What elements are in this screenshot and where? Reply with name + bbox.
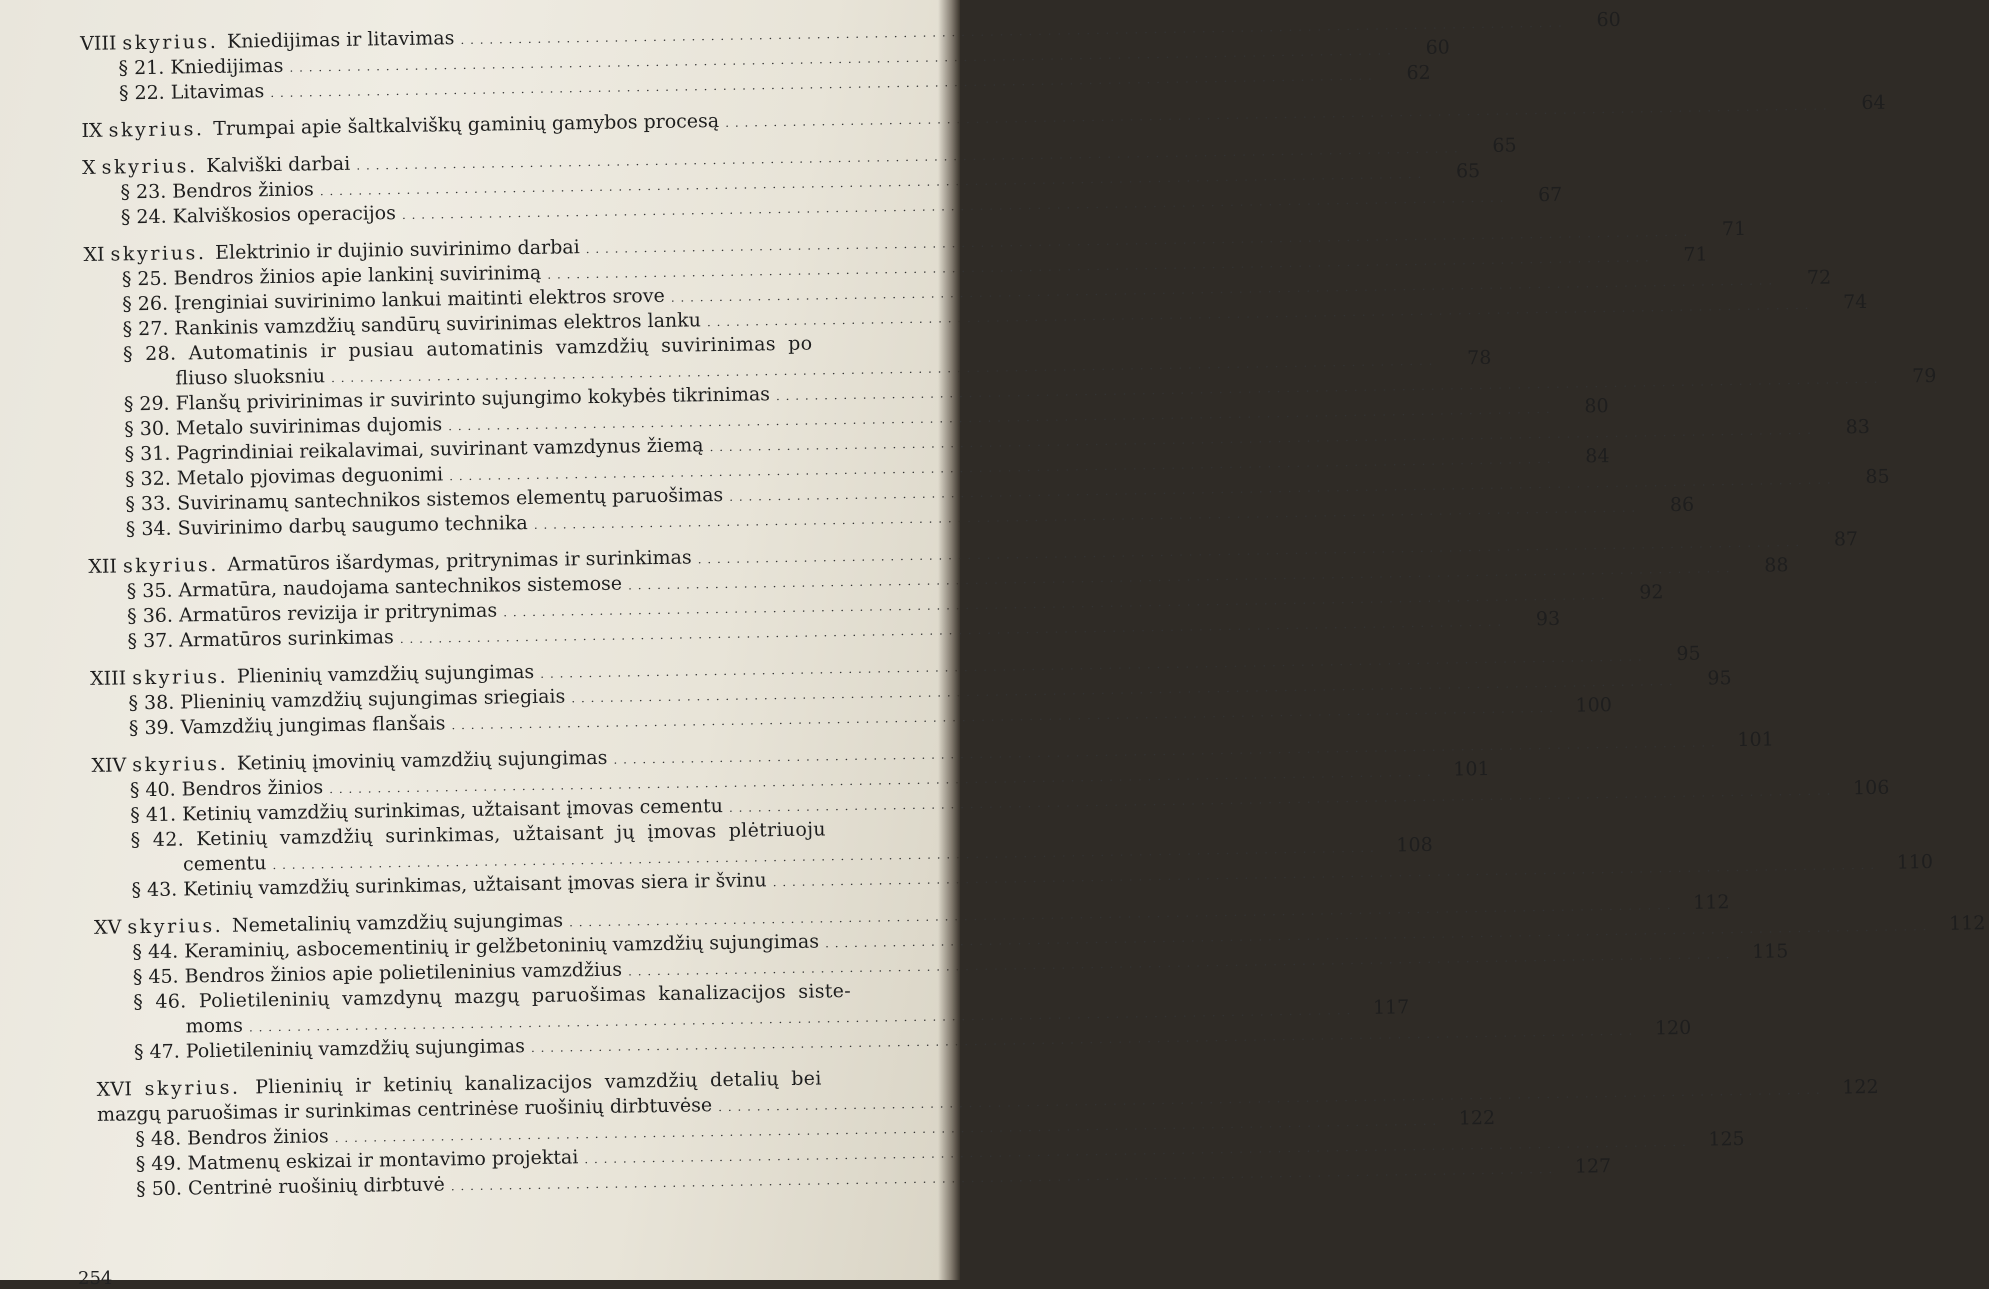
toc-entry-title-text: Kniedijimas [170,54,284,79]
toc-entry-title-text: Centrinė ruošinių dirbtuvė [187,1173,445,1200]
toc-entry-title [119,79,265,106]
toc-page-number: 62 [1406,61,1431,85]
toc-entry-title-text: Metalo pjovimas deguonimi [176,463,444,490]
toc-entry-number: XV [93,916,128,939]
book-spine-shadow [938,0,960,1280]
toc-page-number: 101 [1453,757,1490,781]
toc-entry-title-text: Metalo suvirinimas dujomis [175,413,443,440]
skyrius-word: skyrius. [108,117,214,142]
toc-entry-title [126,511,528,542]
toc-entry-title-text: Ketinių vamzdžių surinkimas, užtaisant įmovas cementu [181,794,724,826]
toc-page-number: 86 [1669,493,1695,517]
toc-page-number: 112 [1693,891,1730,914]
toc-entry-title-text: Automatinis ir pusiau automatinis vamzdžių suvirinimas po [188,332,813,365]
toc-entry-number: § 43. [131,878,184,902]
toc-page-number: 115 [1751,940,1789,963]
toc-entry-number: § 38. [128,691,181,715]
toc-entry-title-text: Bendros žinios [181,776,324,801]
toc-entry-number: § 42. [130,828,197,852]
toc-entry-number: XII [88,555,124,578]
toc-entry-title-text: Armatūra, naudojama santechnikos sistemose [178,572,623,602]
toc-entry-title-text: Įrenginiai suvirinimo lankui maitinti elektros srove [173,284,665,315]
toc-entry-title [134,1034,525,1065]
toc-entry-title-text: Armatūros išardymas, pritrynimas ir surinkimas [227,546,692,576]
toc-entry-number: XIV [91,754,133,777]
toc-page-number: 60 [1596,8,1621,32]
toc-entry-number: § 32. [124,467,177,491]
toc-entry-continuation-text: cementu [182,852,267,876]
toc-entry-title-text: Plieninių vamzdžių sujungimas sriegiais [180,685,566,714]
toc-entry-number: VIII [80,32,123,55]
toc-entry-title-text: Plieninių ir ketinių kanalizacijos vamzdžių detalių bei [255,1067,822,1099]
toc-page-number: 65 [1455,160,1481,183]
toc-entry-number: XI [83,243,111,266]
toc-entry-number: § 44. [132,940,185,964]
toc-entry-number: § 39. [128,716,181,740]
toc-entry-number: § 47. [133,1040,186,1064]
toc-page-number: 71 [1721,217,1747,241]
toc-entry-title-text: Bendros žinios [172,178,314,203]
toc-page-number: 110 [1896,850,1934,874]
toc-page-number: 112 [1948,912,1986,935]
toc-entry-title-text: Rankinis vamzdžių sandūrų suvirinimas elektros lanku [174,309,702,340]
toc-page-number: 95 [1676,642,1701,666]
toc-entry-title-text: Ketinių įmovinių vamzdžių sujungimas [236,746,608,775]
toc-entry-number: § 41. [130,803,183,827]
toc-page-number: 122 [1842,1075,1879,1099]
toc-page-number: 64 [1861,91,1886,115]
toc-entry-title [81,109,719,144]
skyrius-word: skyrius. [127,914,233,939]
skyrius-word: skyrius. [132,752,238,777]
toc-page-number: 92 [1639,581,1664,604]
toc-entry-title-text: Pagrindiniai reikalavimai, suvirinant vamzdynus žiemą [176,434,704,465]
toc-page-number: 125 [1708,1127,1745,1151]
toc-entry-number: XIII [89,667,133,690]
toc-entry-number: § 45. [132,965,185,989]
toc-entry-title-text: Armatūros surinkimas [179,626,394,652]
toc-page-number: 100 [1575,694,1612,717]
toc-page-number: 83 [1845,415,1871,439]
toc-page-number: 87 [1833,528,1859,551]
toc-entry-number: § 31. [124,442,177,466]
toc-entry-title-text: Vamzdžių jungimas flanšais [180,712,446,739]
table-of-contents [80,8,1986,1202]
toc-entry-number: § 36. [127,604,180,628]
toc-entry-title [118,54,283,82]
toc-page-number: 79 [1911,364,1937,388]
toc-page-number: 88 [1764,554,1789,577]
toc-page-number: 72 [1806,266,1832,289]
toc-page-number: 106 [1852,776,1890,800]
page-number-footer: 254 [78,1268,113,1289]
toc-entry-title [121,201,396,230]
toc-entry-number: IX [81,119,109,142]
toc-entry-number: § 33. [125,492,178,516]
toc-entry-title [136,1172,445,1202]
skyrius-word: skyrius. [110,241,216,266]
toc-page-number: 122 [1458,1106,1496,1130]
toc-entry-number: § 30. [124,417,177,441]
toc-page-number: 117 [1372,996,1410,1019]
toc-entry-number: § 22. [118,81,171,105]
toc-entry-title-text: Ketinių vamzdžių surinkimas, užtaisant įmovas siera ir švinu [183,869,767,901]
toc-page-number: 120 [1654,1016,1692,1040]
toc-entry-number: § 23. [120,180,173,204]
toc-page-number: 93 [1535,607,1561,631]
toc-page-number: 65 [1492,134,1517,157]
toc-page-number: 101 [1737,728,1774,752]
toc-entry-title-text: Bendros žinios apie polietileninius vamzdžius [184,958,623,988]
toc-page-number: 95 [1707,667,1732,690]
toc-page-number: 80 [1584,395,1609,418]
toc-entry-number: § 46. [133,990,200,1014]
toc-entry-title-text: Flanšų privirinimas ir suvirinto sujungimo kokybės tikrinimas [175,383,771,415]
toc-entry-title-text: Matmenų eskizai ir montavimo projektai [187,1146,579,1175]
toc-entry-title-text: Bendros žinios [187,1125,329,1150]
toc-entry-title-text: Polietileninių vamzdžių sujungimas [185,1035,526,1063]
toc-entry-number: § 27. [122,317,175,341]
toc-entry-title [135,1124,329,1152]
toc-page-number: 67 [1537,183,1563,207]
toc-entry-number: § 50. [136,1177,189,1201]
toc-entry-title [130,775,324,803]
toc-page-number: 108 [1396,833,1433,857]
toc-entry-number: § 35. [126,579,179,603]
toc-entry-title-text: Bendros žinios apie lankinį suvirinimą [173,261,542,290]
toc-entry-title-text: Keraminių, asbocementinių ir gelžbetoninių vamzdžių sujungimas [184,930,820,963]
skyrius-word: skyrius. [101,155,207,179]
toc-entry-number: § 48. [135,1127,188,1151]
toc-entry-number: § 34. [125,517,178,541]
toc-entry-title [120,177,314,205]
toc-entry-number: X [81,156,102,179]
toc-entry-number: § 37. [127,629,180,653]
toc-page-number: 71 [1683,243,1708,266]
toc-entry-number: § 29. [123,392,176,416]
toc-entry-title-text: Kalviškosios operacijos [172,202,397,228]
toc-page-number: 78 [1466,346,1492,370]
toc-entry-title-text: Suvirinamų santechnikos sistemos elementų paruošimas [177,483,724,515]
toc-entry-number: § 25. [121,267,174,291]
toc-entry-number: § 40. [129,778,182,802]
toc-entry-number: § 49. [135,1152,188,1176]
toc-page-number: 84 [1585,445,1610,468]
toc-entry-title-text: Nemetalinių vamzdžių sujungimas [231,909,564,937]
toc-entry-number: XVI [96,1078,145,1101]
toc-entry-continuation-text: moms [185,1014,244,1038]
skyrius-word: skyrius. [122,553,228,578]
skyrius-word: skyrius. [122,30,228,55]
toc-entry-title-text: Trumpai apie šaltkalviškų gaminių gamybos procesą [213,109,720,140]
toc-entry-title-text: Plieninių vamzdžių sujungimas [236,660,535,688]
toc-entry-continuation-text: fliuso sluoksniu [175,365,326,390]
toc-page-number: 74 [1842,290,1868,314]
toc-entry-continuation-text: mazgų paruošimas ir surinkimas centrinėse ruošinių dirbtuvėse [96,1094,713,1126]
toc-entry-title [127,625,394,654]
toc-entry-title [129,711,446,741]
toc-entry-title-text: Armatūros revizija ir pritrynimas [178,599,498,627]
toc-entry-title-text: Kalviški darbai [206,152,351,178]
toc-entry-number: § 21. [118,56,171,80]
toc-entry-title-text: Kniedijimas ir litavimas [226,27,455,53]
toc-page-number: 127 [1574,1155,1612,1178]
leader-dots [725,92,1828,136]
toc-entry-title-text: Litavimas [170,80,265,104]
skyrius-word: skyrius. [144,1076,256,1101]
toc-page-number: 85 [1865,465,1890,489]
toc-page-number: 60 [1425,36,1450,59]
toc-entry-number: § 24. [120,205,173,229]
toc-entry-number: § 28. [122,342,189,366]
toc-entry-title-text: Polietileninių vamzdynų mazgų paruošimas kanalizacijos siste- [198,980,852,1013]
toc-entry-number: § 26. [122,292,175,316]
toc-entry-title-text: Elektrinio ir dujinio suvirinimo darbai [215,236,580,264]
toc-entry-title-text: Suvirinimo darbų saugumo technika [177,512,528,540]
toc-entry-title-text: Ketinių vamzdžių surinkimas, užtaisant jų įmovas plėtriuoju [196,818,827,851]
skyrius-word: skyrius. [132,665,238,690]
